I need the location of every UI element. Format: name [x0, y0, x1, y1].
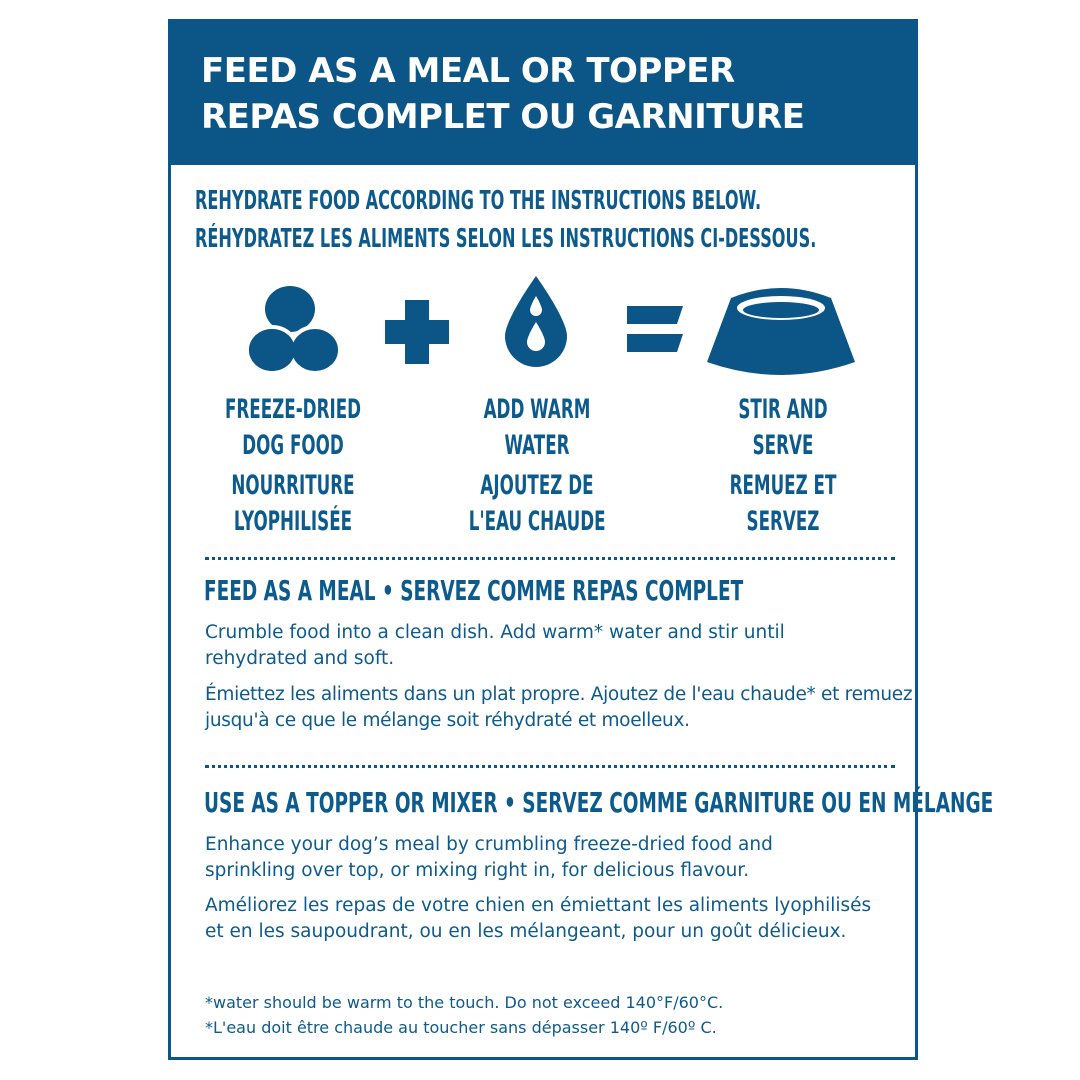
step-2-en-line-2: WATER [504, 430, 570, 461]
step-add-warm-water [427, 392, 647, 540]
feeding-instructions-card [168, 19, 994, 1060]
plus-icon [383, 298, 453, 368]
steps-icon-row [171, 272, 915, 382]
step-2-fr-line-1: AJOUTEZ DE [480, 470, 594, 501]
feed-as-meal-title: FEED AS A MEAL • SERVEZ COMME REPAS COMPLET [204, 574, 744, 607]
dotted-divider [205, 765, 895, 768]
feed-as-meal-text-en: Crumble food into a clean dish. Add warm* water and stir until rehydrated and soft. [205, 622, 785, 669]
step-2-en-line-1: ADD WARM [483, 394, 591, 425]
step-freeze-dried-food [183, 392, 403, 540]
step-3-fr-line-2: SERVEZ [746, 506, 820, 537]
bowl-icon [701, 284, 861, 384]
step-1-fr-line-2: LYOPHILISÉE [233, 506, 353, 537]
intro-line-fr: RÉHYDRATEZ LES ALIMENTS SELON LES INSTRUCTIONS CI-DESSOUS. [195, 224, 817, 254]
topper-mixer-text-fr: Améliorez les repas de votre chien en émiettant les aliments lyophilisés et en les saupoudrant, ou en les mélangeant, pour un goût délicieux. [205, 895, 872, 942]
step-3-en-line-2: SERVE [752, 430, 814, 461]
dotted-divider [205, 557, 895, 560]
header-title-en: FEED AS A MEAL OR TOPPER [201, 51, 735, 91]
water-temperature-note-en: *water should be warm to the touch. Do not exceed 140°F/60°C. [205, 993, 724, 1012]
step-stir-and-serve [673, 392, 893, 540]
step-2-fr-line-2: L'EAU CHAUDE [468, 506, 606, 537]
step-3-en-line-1: STIR AND [738, 394, 828, 425]
topper-mixer-text-en: Enhance your dog’s meal by crumbling freeze-dried food and sprinkling over top, or mixing right in, for delicious flavour. [205, 834, 773, 881]
step-1-en-line-1: FREEZE-DRIED [224, 394, 362, 425]
topper-mixer-heading [204, 785, 1080, 821]
topper-mixer-title: USE AS A TOPPER OR MIXER • SERVEZ COMME GARNITURE OU EN MÉLANGE [204, 786, 994, 819]
header-title-fr: REPAS COMPLET OU GARNITURE [201, 97, 805, 137]
water-temperature-note-fr: *L'eau doit être chaude au toucher sans dépasser 140º F/60º C. [205, 1018, 717, 1037]
rehydrate-intro [195, 182, 1080, 258]
equals-icon [625, 304, 685, 364]
step-1-fr-line-1: NOURRITURE [231, 470, 355, 501]
food-pellets-icon [245, 284, 345, 374]
header-banner [171, 22, 915, 165]
step-3-fr-line-1: REMUEZ ET [729, 470, 837, 501]
water-drop-icon [501, 274, 571, 369]
feed-as-meal-text-fr: Émiettez les aliments dans un plat propre. Ajoutez de l'eau chaude* et remuez jusqu'à ce que le mélange soit réhydraté et moelleux. [205, 684, 913, 731]
feed-as-meal-heading [204, 573, 1021, 609]
intro-line-en: REHYDRATE FOOD ACCORDING TO THE INSTRUCTIONS BELOW. [195, 186, 762, 216]
step-1-en-line-2: DOG FOOD [242, 430, 344, 461]
